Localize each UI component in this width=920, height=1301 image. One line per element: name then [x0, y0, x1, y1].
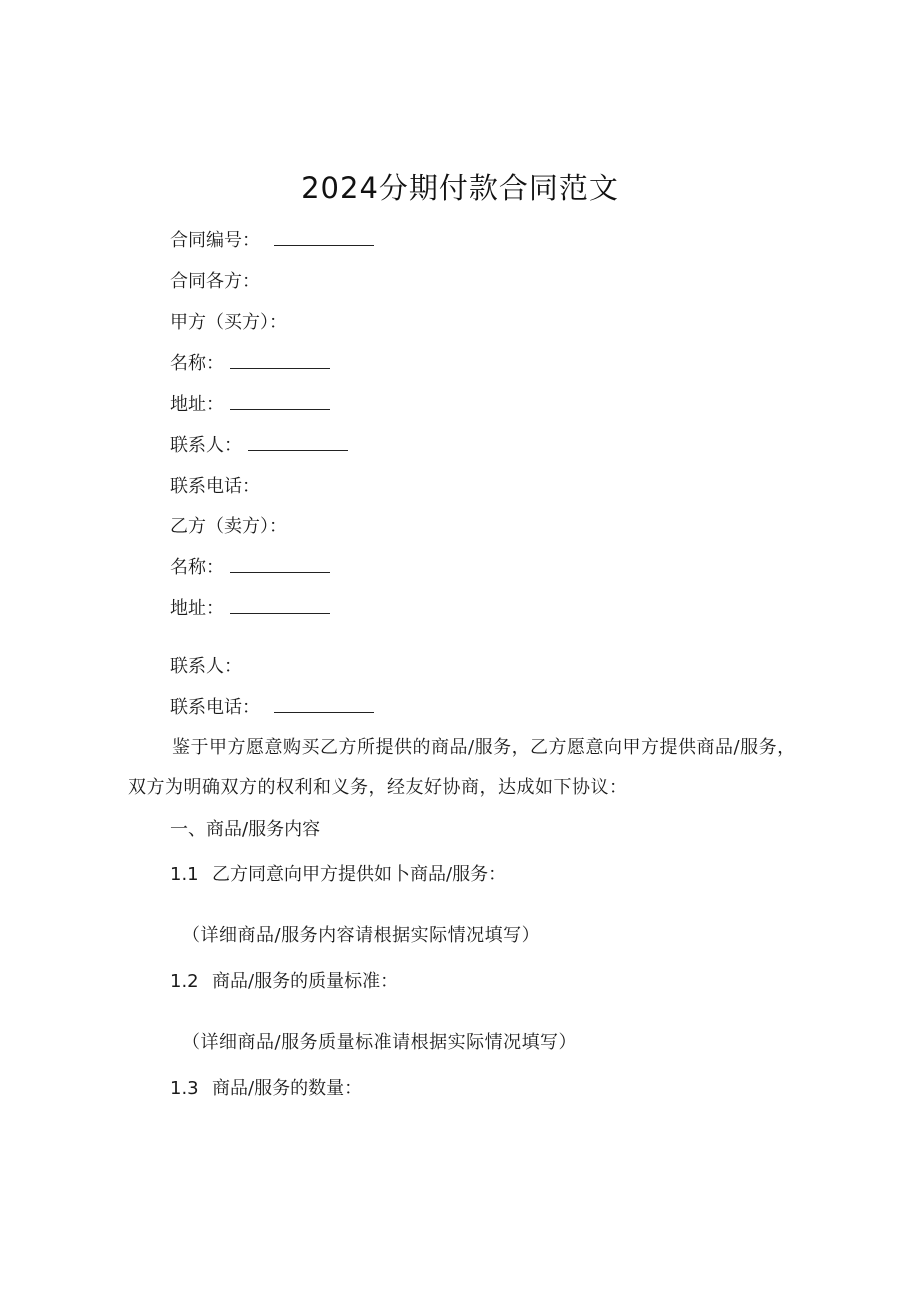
- contract-number-line: [170, 228, 374, 254]
- clause-1-1-note: （详细商品/服务内容请根据实际情况填写）: [182, 925, 541, 946]
- party-a-name-label: 名称：: [170, 353, 224, 374]
- preamble-paragraph: 鉴于甲方愿意购买乙方所提供的商品/服务，乙方愿意向甲方提供商品/服务，双方为明确双方的权利和义务，经友好协商，达成如下协议：: [128, 737, 796, 798]
- party-b-address-blank: [230, 597, 330, 614]
- party-b-phone-line: [170, 695, 374, 721]
- clause-1-3: [170, 1076, 362, 1102]
- party-b-address-line: [170, 596, 330, 622]
- parties-label: 合同各方：: [170, 271, 260, 292]
- party-b-contact-label: 联系人：: [170, 656, 242, 677]
- party-b-name-line: [170, 555, 330, 581]
- party-a-address-blank: [230, 393, 330, 410]
- party-a-phone-label: 联系电话：: [170, 476, 260, 497]
- clause-number: 1.3: [170, 1078, 199, 1099]
- party-a-heading: 甲方（买方）：: [170, 312, 287, 333]
- party-a-contact-blank: [248, 434, 348, 451]
- party-b-phone-blank: [274, 696, 374, 713]
- party-b-name-label: 名称：: [170, 557, 224, 578]
- section-1-heading: 一、商品/服务内容: [170, 819, 321, 840]
- party-a-contact-label: 联系人：: [170, 435, 242, 456]
- clause-number: 1.1: [170, 864, 199, 885]
- clause-number: 1.2: [170, 971, 199, 992]
- document-title: 2024分期付款合同范文: [301, 171, 619, 205]
- clause-text: 商品/服务的质量标准：: [212, 971, 399, 992]
- party-a-address-line: [170, 392, 330, 418]
- party-a-address-label: 地址：: [170, 394, 224, 415]
- party-b-phone-label: 联系电话：: [170, 697, 260, 718]
- clause-text: 商品/服务的数量：: [212, 1078, 363, 1099]
- party-a-name-blank: [230, 352, 330, 369]
- party-a-contact-line: [170, 433, 348, 459]
- party-a-name-line: [170, 351, 330, 377]
- party-b-heading: 乙方（卖方）：: [170, 516, 287, 537]
- clause-1-2: [170, 969, 398, 995]
- party-b-address-label: 地址：: [170, 598, 224, 619]
- clause-text: 乙方同意向甲方提供如卜商品/服务：: [212, 864, 507, 885]
- contract-number-blank: [274, 229, 374, 246]
- contract-number-label: 合同编号：: [170, 230, 260, 251]
- clause-1-1: [170, 862, 506, 888]
- party-b-name-blank: [230, 556, 330, 573]
- clause-1-2-note: （详细商品/服务质量标准请根据实际情况填写）: [182, 1032, 578, 1053]
